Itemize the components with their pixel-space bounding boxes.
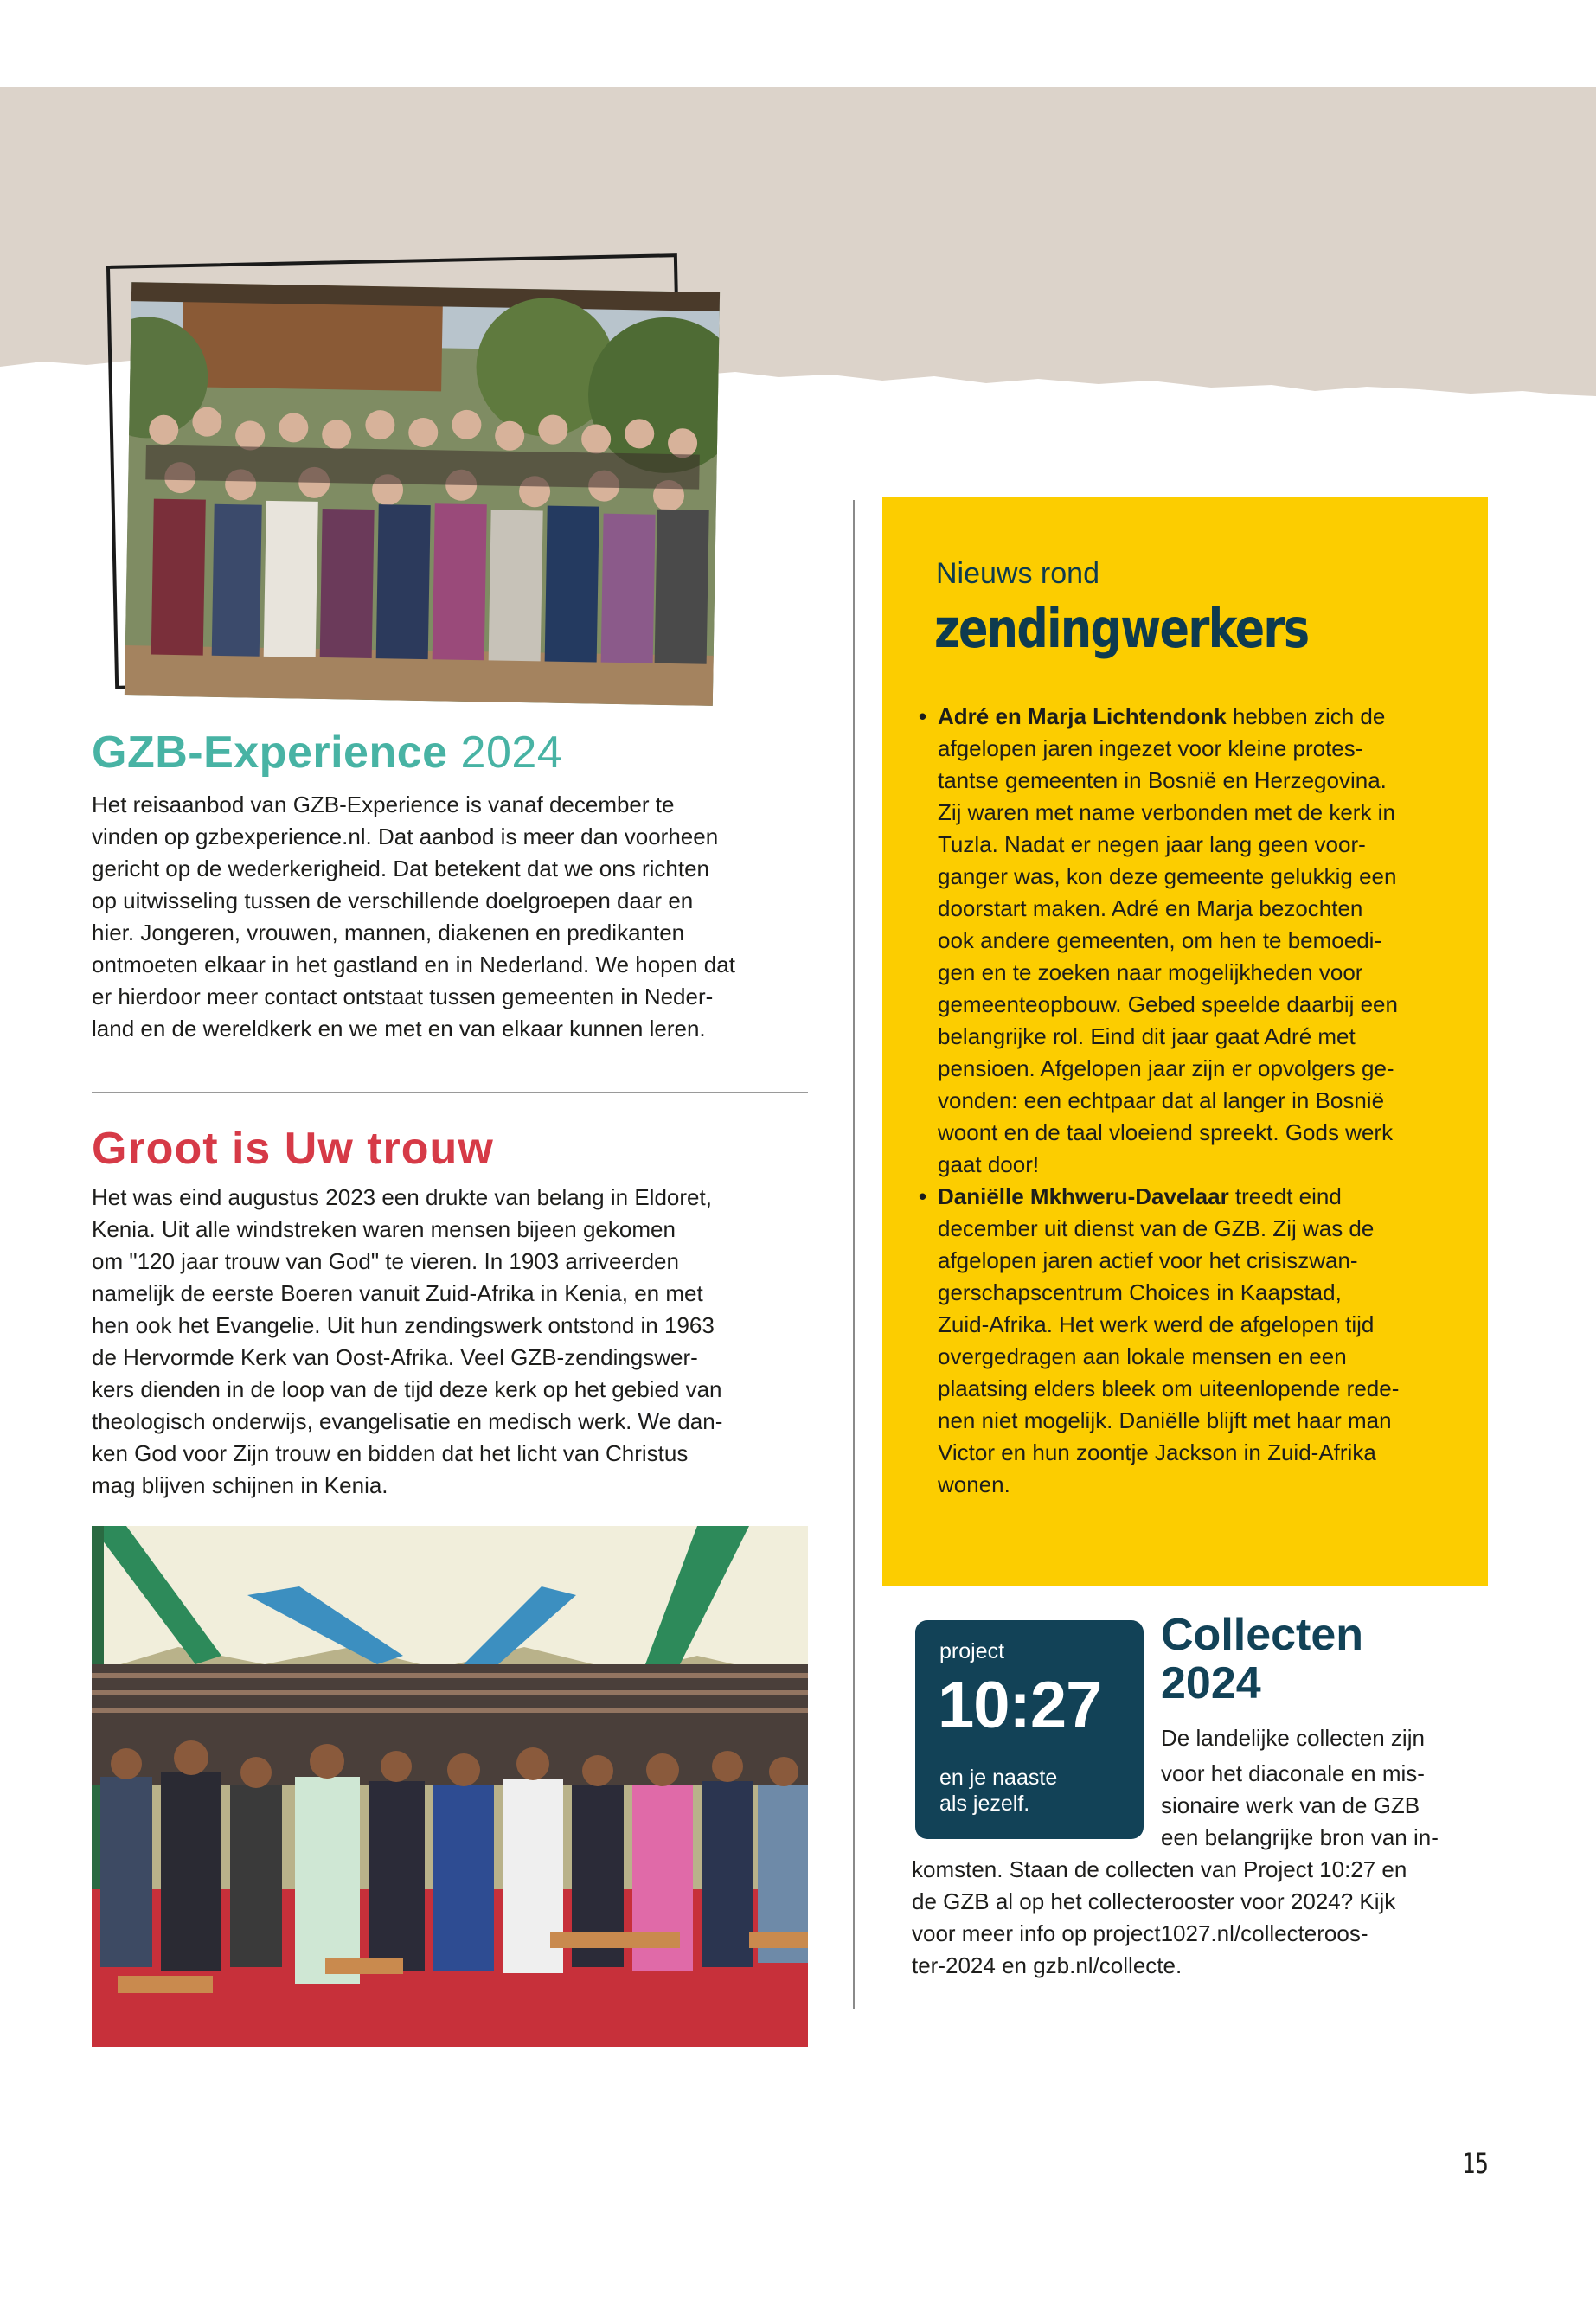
news-list <box>919 701 1472 1501</box>
collecten-text: komsten. Staan de collecten van Project 10:27 en de GZB al op het collecterooster voor 2024? Kijk voor meer info op project1027.nl/collecteroos- ter-2024 en gzb.nl/collecte. <box>912 1856 1407 1978</box>
group-photo <box>125 282 720 706</box>
list-item: • Adré en Marja Lichtendonk hebben zich de afgelopen jaren ingezet voor kleine protes- tantse gemeenten in Bosnië en Herzegovina. Zij waren met name verbonden met de kerk in Tuzla. Nadat er negen jaar lang geen voor- ganger was, kon deze gemeente gelukkig een doorstart maken. Adré en Marja bezochten ook andere gemeenten, om hen te bemoedi- gen en te zoeken naar mogelijkheden voor gemeenteopbouw. Gebed speelde daarbij een belangrijke rol. Eind dit jaar gaat Adré met pensioen. Afgelopen jaar zijn er opvolgers ge- vonden: een echtpaar dat al langer in Bosnië woont en de taal vloeiend spreekt. Gods werk gaat door! <box>919 701 1472 1181</box>
project-logo-tagline: en je naaste als jezelf. <box>939 1766 1058 1816</box>
gzb-experience-text: Het reisaanbod van GZB-Experience is vanaf december te vinden op gzbexperience.nl. Dat aanbod is meer dan voorheen gericht op de wederkerigheid. Dat betekent dat we ons richten op uitwisseling tussen de verschillende doelgroepen daar en hier. Jongeren, vrouwen, mannen, diakenen en predikanten ontmoeten elkaar in het gastland en in Nederland. We hopen dat er hierdoor meer contact ontstaat tussen gemeenten in Neder- land en de wereldkerk en we met en van elkaar kunnen leren. <box>92 792 735 1042</box>
collecten-text-line: voor het diaconale en mis- <box>1161 1760 1425 1786</box>
news-kicker: Nieuws rond <box>936 557 1099 590</box>
project-logo-number: 10:27 <box>938 1669 1102 1742</box>
project-logo-label: project <box>939 1639 1005 1663</box>
list-item: • Daniëlle Mkhweru-Davelaar treedt eind december uit dienst van de GZB. Zij was de afgelopen jaren actief voor het crisiszwan- gerschapscentrum Choices in Kaapstad, Zuid-Afrika. Het werk werd de afgelopen tijd overgedragen aan lokale mensen en een plaatsing elders bleek om uiteenlopende rede- nen niet mogelijk. Daniëlle blijft met haar man Victor en hun zoontje Jackson in Zuid-Afrika wonen. <box>919 1181 1472 1501</box>
collecten-text-line: een belangrijke bron van in- <box>1161 1824 1439 1850</box>
celebration-photo <box>92 1526 808 2047</box>
page-number: 15 <box>1462 2147 1489 2180</box>
collecten-heading: Collecten 2024 <box>1161 1610 1364 1708</box>
news-title: zendingwerkers <box>934 597 1309 660</box>
collecten-text-line: sionaire werk van de GZB <box>1161 1792 1420 1818</box>
gzb-experience-heading: GZB-Experience 2024 <box>92 727 563 778</box>
section-divider <box>92 1092 808 1093</box>
column-divider <box>853 500 855 2009</box>
groot-is-uw-trouw-text: Het was eind augustus 2023 een drukte van belang in Eldoret, Kenia. Uit alle windstreken waren mensen bijeen gekomen om "120 jaar trouw van God" te vieren. In 1903 arriveerden namelijk de eerste Boeren vanuit Zuid-Afrika in Kenia, en met hen ook het Evangelie. Uit hun zendingswerk ontstond in 1963 de Hervormde Kerk van Oost-Afrika. Veel GZB-zendingswer- kers dienden in de loop van de tijd deze kerk op het gebied van theologisch onderwijs, evangelisatie en medisch werk. We dan- ken God voor Zijn trouw en bidden dat het licht van Christus mag blijven schijnen in Kenia. <box>92 1184 723 1498</box>
collecten-text-line: De landelijke collecten zijn <box>1161 1725 1425 1751</box>
groot-is-uw-trouw-heading: Groot is Uw trouw <box>92 1124 494 1174</box>
